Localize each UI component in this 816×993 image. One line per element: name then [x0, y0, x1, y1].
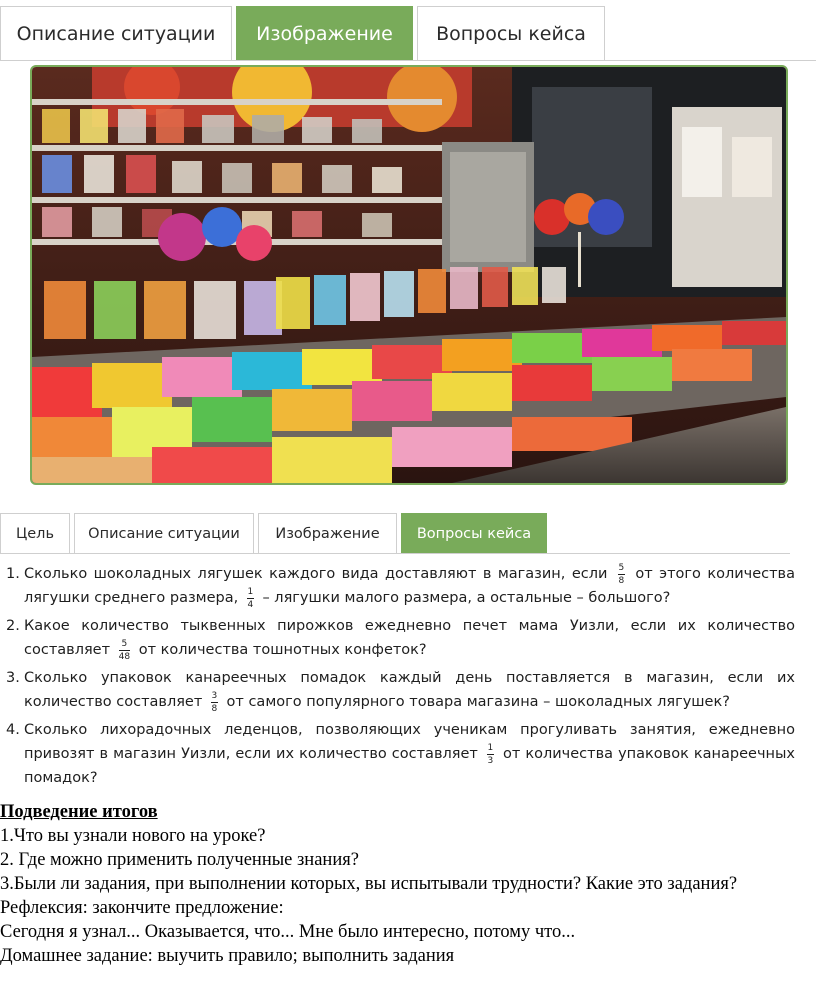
tab-case-questions[interactable]: Вопросы кейса	[401, 513, 547, 554]
tab-situation-description[interactable]: Описание ситуации	[0, 6, 232, 61]
top-tab-bar	[0, 6, 609, 61]
question-number: 4.	[6, 722, 20, 738]
question-item	[0, 718, 795, 790]
question-item	[0, 614, 795, 662]
tab-image[interactable]: Изображение	[236, 6, 413, 61]
tab-situation-description[interactable]: Описание ситуации	[74, 513, 254, 554]
question-text: – лягушки малого размера, а остальные – большого?	[262, 590, 671, 606]
summary-line: Домашнее задание: выучить правило; выполнить задания	[0, 946, 455, 966]
question-item	[0, 666, 795, 714]
question-text: от количества тошнотных конфеток?	[138, 642, 427, 658]
bottom-tab-divider	[0, 553, 790, 554]
question-text: от этого количества лягушки среднего размера,	[24, 566, 795, 606]
summary-line: Рефлексия: закончите предложение:	[0, 898, 284, 918]
fraction: $\frac{1}{4}$	[247, 586, 254, 610]
tab-image[interactable]: Изображение	[258, 513, 397, 554]
tab-goal[interactable]: Цель	[0, 513, 70, 554]
summary-line: Сегодня я узнал... Оказывается, что... Мне было интересно, потому что...	[0, 922, 576, 942]
tab-case-questions[interactable]: Вопросы кейса	[417, 6, 605, 61]
candy-shop-photo	[30, 65, 788, 485]
question-number: 3.	[6, 670, 20, 686]
question-text: Сколько шоколадных лягушек каждого вида доставляют в магазин, если	[24, 566, 608, 582]
question-text: Какое количество тыквенных пирожков ежедневно печет мама Уизли, если их количество составляет	[24, 618, 795, 658]
summary-line: 1.Что вы узнали нового на уроке?	[0, 826, 266, 846]
fraction: $\frac{1}{3}$	[487, 742, 494, 766]
bottom-tab-bar	[0, 513, 551, 554]
summary-heading: Подведение итогов	[0, 802, 158, 822]
fraction: $\frac{5}{8}$	[618, 562, 625, 586]
question-item	[0, 562, 795, 610]
fraction: $\frac{5}{48}$	[118, 638, 131, 662]
question-text: от самого популярного товара магазина – шоколадных лягушек?	[226, 694, 730, 710]
question-text: Сколько лихорадочных леденцов, позволяющих ученикам прогуливать занятия, ежедневно привозят в магазин Уизли, если их количество составляет	[24, 722, 795, 762]
lesson-summary	[0, 800, 800, 968]
question-text: Сколько упаковок канареечных помадок каждый день поставляется в магазин, если их количество составляет	[24, 670, 795, 710]
top-tab-divider	[0, 60, 816, 61]
question-number: 1.	[6, 566, 20, 582]
case-questions-list	[0, 560, 795, 790]
question-text: от количества упаковок канареечных помадок?	[24, 746, 796, 786]
summary-line: 3.Были ли задания, при выполнении которых, вы испытывали трудности? Какие это задания?	[0, 874, 738, 894]
fraction: $\frac{3}{8}$	[211, 690, 218, 714]
summary-line: 2. Где можно применить полученные знания?	[0, 850, 359, 870]
question-number: 2.	[6, 618, 20, 634]
